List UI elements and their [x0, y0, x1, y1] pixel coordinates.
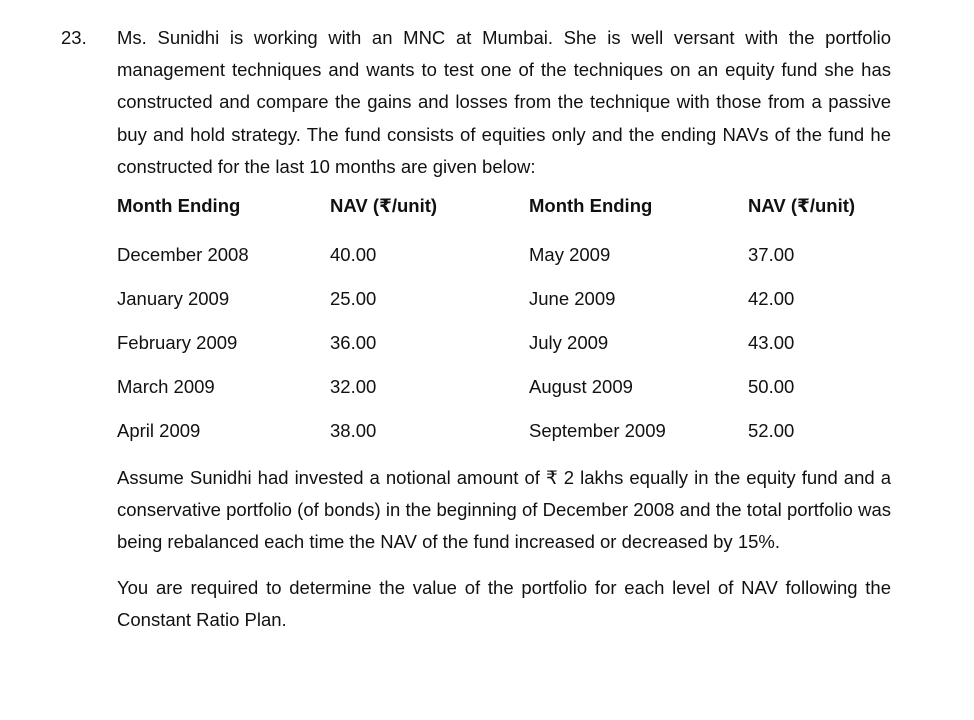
- month-cell: August 2009: [529, 376, 633, 398]
- question-body: [117, 22, 891, 636]
- month-cell: March 2009: [117, 376, 215, 398]
- question-number: 23.: [61, 27, 87, 48]
- month-cell: July 2009: [529, 332, 609, 354]
- nav-cell: 52.00: [748, 420, 795, 442]
- nav-cell: 32.00: [330, 376, 377, 398]
- nav-table: [117, 195, 891, 453]
- nav-cell: 38.00: [330, 420, 377, 442]
- table-row: [117, 277, 891, 321]
- nav-cell: 42.00: [748, 288, 795, 310]
- month-cell: May 2009: [529, 244, 611, 266]
- month-cell: December 2008: [117, 244, 249, 266]
- question-requirement: You are required to determine the value of the portfolio for each level of NAV following the Constant Ratio Plan.: [117, 576, 891, 630]
- month-cell: September 2009: [529, 420, 666, 442]
- header-nav-right: NAV (₹/unit): [748, 195, 856, 217]
- month-cell: January 2009: [117, 288, 230, 310]
- nav-cell: 43.00: [748, 332, 795, 354]
- nav-cell: 25.00: [330, 288, 377, 310]
- question-assumption: Assume Sunidhi had invested a notional amount of ₹ 2 lakhs equally in the equity fund and a conservative portfolio (of bonds) in the beginning of December 2008 and the total portfolio was being rebalanced each time the NAV of the fund increased or decreased by 15%.: [117, 467, 891, 553]
- nav-table-header-row: [117, 195, 891, 233]
- table-row: [117, 365, 891, 409]
- month-cell: June 2009: [529, 288, 616, 310]
- question-intro: Ms. Sunidhi is working with an MNC at Mumbai. She is well versant with the portfolio management techniques and wants to test one of the techniques on an equity fund she has constructed and compare the gains and losses from the technique with those from a passive buy and hold strategy. The fund consists of equities only and the ending NAVs of the fund he constructed for the last 10 months are given below:: [117, 27, 891, 177]
- header-month-ending-right: Month Ending: [529, 195, 653, 217]
- nav-cell: 50.00: [748, 376, 795, 398]
- nav-cell: 37.00: [748, 244, 795, 266]
- table-row: [117, 321, 891, 365]
- month-cell: April 2009: [117, 420, 201, 442]
- month-cell: February 2009: [117, 332, 238, 354]
- nav-cell: 40.00: [330, 244, 377, 266]
- table-row: [117, 409, 891, 453]
- table-row: [117, 233, 891, 277]
- header-nav-left: NAV (₹/unit): [330, 195, 438, 217]
- header-month-ending-left: Month Ending: [117, 195, 241, 217]
- nav-cell: 36.00: [330, 332, 377, 354]
